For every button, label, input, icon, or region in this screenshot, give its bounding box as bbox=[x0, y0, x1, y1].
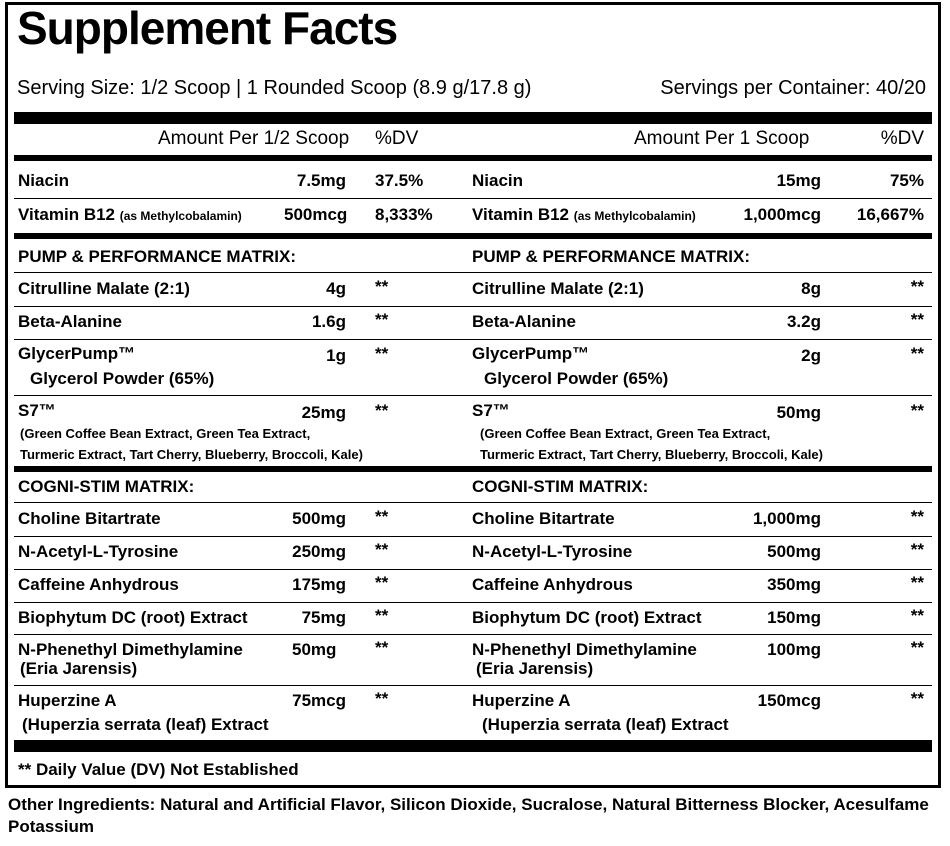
vitamin-left-amount: 7.5mg bbox=[296, 171, 346, 190]
ingredient-dv: ** bbox=[910, 638, 924, 657]
ingredient-left-amount: 50mg bbox=[292, 640, 337, 659]
ingredient-left-amount: 25mg bbox=[301, 403, 346, 422]
ingredient-name: Caffeine Anhydrous bbox=[18, 575, 179, 594]
left-dv-header: %DV bbox=[375, 128, 419, 149]
row-divider bbox=[14, 602, 932, 603]
ingredient-right-amount: 2g bbox=[801, 346, 821, 365]
ingredient-left-amount: 1g bbox=[326, 346, 346, 365]
ingredient-dv: ** bbox=[910, 689, 924, 708]
ingredient-right-amount: 150mcg bbox=[757, 691, 821, 710]
ingredient-dv: ** bbox=[910, 277, 924, 296]
ingredient-dv: ** bbox=[910, 401, 924, 420]
ingredient-dv: ** bbox=[375, 689, 389, 708]
ingredient-dv: ** bbox=[375, 401, 389, 420]
vitamin-left-dv: 37.5% bbox=[375, 171, 424, 190]
ingredient-subline: Turmeric Extract, Tart Cherry, Blueberry, Broccoli, Kale) bbox=[20, 447, 363, 462]
vitamin-right-amount: 1,000mcg bbox=[743, 205, 821, 224]
ingredient-subline: Glycerol Powder (65%) bbox=[484, 369, 669, 388]
row-divider bbox=[14, 536, 932, 537]
vitamin-right-dv: 75% bbox=[889, 171, 924, 190]
vitamin-name: Vitamin B12 (as Methylcobalamin) bbox=[472, 205, 696, 224]
ingredient-dv: ** bbox=[375, 310, 389, 329]
ingredient-dv: ** bbox=[375, 507, 389, 526]
ingredient-name: N-Acetyl-L-Tyrosine bbox=[18, 542, 179, 561]
ingredient-right-amount: 150mg bbox=[767, 608, 821, 627]
vitamin-name: Vitamin B12 (as Methylcobalamin) bbox=[18, 205, 242, 224]
thick-divider bbox=[14, 112, 932, 124]
ingredient-name: S7™ bbox=[18, 401, 56, 420]
supplement-facts-panel bbox=[5, 2, 941, 788]
ingredient-name: Choline Bitartrate bbox=[18, 509, 161, 528]
row-divider bbox=[14, 272, 932, 273]
ingredient-dv: ** bbox=[375, 277, 389, 296]
ingredient-right-amount: 500mg bbox=[767, 542, 821, 561]
right-amount-header: Amount Per 1 Scoop bbox=[634, 128, 810, 149]
ingredient-name: Huperzine A bbox=[472, 691, 571, 710]
ingredient-dv: ** bbox=[910, 540, 924, 559]
vitamin-name: Niacin bbox=[472, 171, 524, 190]
ingredient-name: Choline Bitartrate bbox=[472, 509, 615, 528]
ingredient-name: N-Phenethyl Dimethylamine bbox=[18, 640, 243, 659]
vitamin-right-amount: 15mg bbox=[776, 171, 821, 190]
ingredient-left-amount: 75mcg bbox=[292, 691, 346, 710]
row-divider bbox=[14, 685, 932, 686]
ingredient-name: S7™ bbox=[472, 401, 510, 420]
ingredient-subline: (Huperzia serrata (leaf) Extract bbox=[22, 715, 269, 734]
ingredient-name: Caffeine Anhydrous bbox=[472, 575, 633, 594]
row-divider bbox=[14, 198, 932, 199]
other-ingredients: Other Ingredients: Natural and Artificial Flavor, Silicon Dioxide, Sucralose, Natural Bitterness Blocker, Acesulfame Potassium bbox=[8, 795, 929, 836]
ingredient-subline: (Green Coffee Bean Extract, Green Tea Extract, bbox=[20, 426, 311, 441]
cogni-section-title: COGNI-STIM MATRIX: bbox=[472, 477, 649, 496]
ingredient-dv: ** bbox=[375, 573, 389, 592]
ingredient-dv: ** bbox=[910, 344, 924, 363]
ingredient-subline: (Green Coffee Bean Extract, Green Tea Extract, bbox=[480, 426, 771, 441]
ingredient-right-amount: 8g bbox=[801, 279, 821, 298]
ingredient-right-amount: 1,000mg bbox=[752, 509, 821, 528]
vitamin-left-amount: 500mcg bbox=[284, 205, 348, 224]
ingredient-dv: ** bbox=[375, 638, 389, 657]
ingredient-subline: (Huperzia serrata (leaf) Extract bbox=[482, 715, 729, 734]
ingredient-name: Beta-Alanine bbox=[18, 312, 122, 331]
row-divider bbox=[14, 634, 932, 635]
row-divider bbox=[14, 395, 932, 396]
ingredient-subline: Glycerol Powder (65%) bbox=[30, 369, 215, 388]
ingredient-left-amount: 500mg bbox=[292, 509, 346, 528]
ingredient-right-amount: 50mg bbox=[776, 403, 821, 422]
ingredient-dv: ** bbox=[375, 344, 389, 363]
serving-size: Serving Size: 1/2 Scoop | 1 Rounded Scoop (8.9 g/17.8 g) bbox=[17, 77, 532, 99]
cogni-section-title: COGNI-STIM MATRIX: bbox=[18, 477, 195, 496]
ingredient-name: Beta-Alanine bbox=[472, 312, 576, 331]
pump-section-title: PUMP & PERFORMANCE MATRIX: bbox=[472, 247, 750, 266]
ingredient-right-amount: 350mg bbox=[767, 575, 821, 594]
ingredient-left-amount: 175mg bbox=[292, 575, 346, 594]
vitamin-name: Niacin bbox=[18, 171, 70, 190]
ingredient-left-amount: 250mg bbox=[292, 542, 346, 561]
ingredient-left-amount: 4g bbox=[326, 279, 346, 298]
ingredient-name: GlycerPump™ bbox=[18, 344, 136, 363]
label-title: Supplement Facts bbox=[17, 2, 398, 54]
row-divider bbox=[14, 339, 932, 340]
left-amount-header: Amount Per 1/2 Scoop bbox=[158, 128, 350, 149]
ingredient-name: Biophytum DC (root) Extract bbox=[472, 608, 702, 627]
ingredient-subline: (Eria Jarensis) bbox=[20, 659, 138, 678]
row-divider bbox=[14, 502, 932, 503]
ingredient-subline: (Eria Jarensis) bbox=[476, 659, 594, 678]
ingredient-name: Citrulline Malate (2:1) bbox=[472, 279, 644, 298]
ingredient-name: Huperzine A bbox=[18, 691, 117, 710]
ingredient-dv: ** bbox=[910, 573, 924, 592]
ingredient-name: N-Phenethyl Dimethylamine bbox=[472, 640, 697, 659]
ingredient-name: Citrulline Malate (2:1) bbox=[18, 279, 190, 298]
ingredient-name: Biophytum DC (root) Extract bbox=[18, 608, 248, 627]
thick-divider bbox=[14, 740, 932, 752]
ingredient-right-amount: 100mg bbox=[767, 640, 821, 659]
medium-divider bbox=[14, 466, 932, 472]
ingredient-right-amount: 3.2g bbox=[786, 312, 821, 331]
ingredient-dv: ** bbox=[910, 606, 924, 625]
ingredient-dv: ** bbox=[375, 606, 389, 625]
medium-divider bbox=[14, 155, 932, 161]
dv-footnote: ** Daily Value (DV) Not Established bbox=[18, 760, 299, 779]
ingredient-subline: Turmeric Extract, Tart Cherry, Blueberry, Broccoli, Kale) bbox=[480, 447, 823, 462]
ingredient-dv: ** bbox=[910, 310, 924, 329]
pump-section-title: PUMP & PERFORMANCE MATRIX: bbox=[18, 247, 296, 266]
medium-divider bbox=[14, 233, 932, 239]
row-divider bbox=[14, 306, 932, 307]
row-divider bbox=[14, 569, 932, 570]
right-dv-header: %DV bbox=[880, 128, 924, 149]
ingredient-dv: ** bbox=[910, 507, 924, 526]
ingredient-left-amount: 1.6g bbox=[311, 312, 346, 331]
vitamin-right-dv: 16,667% bbox=[856, 205, 924, 224]
ingredient-dv: ** bbox=[375, 540, 389, 559]
servings-per-container: Servings per Container: 40/20 bbox=[660, 77, 926, 99]
ingredient-name: N-Acetyl-L-Tyrosine bbox=[472, 542, 633, 561]
vitamin-left-dv: 8,333% bbox=[375, 205, 433, 224]
ingredient-left-amount: 75mg bbox=[301, 608, 346, 627]
ingredient-name: GlycerPump™ bbox=[472, 344, 590, 363]
